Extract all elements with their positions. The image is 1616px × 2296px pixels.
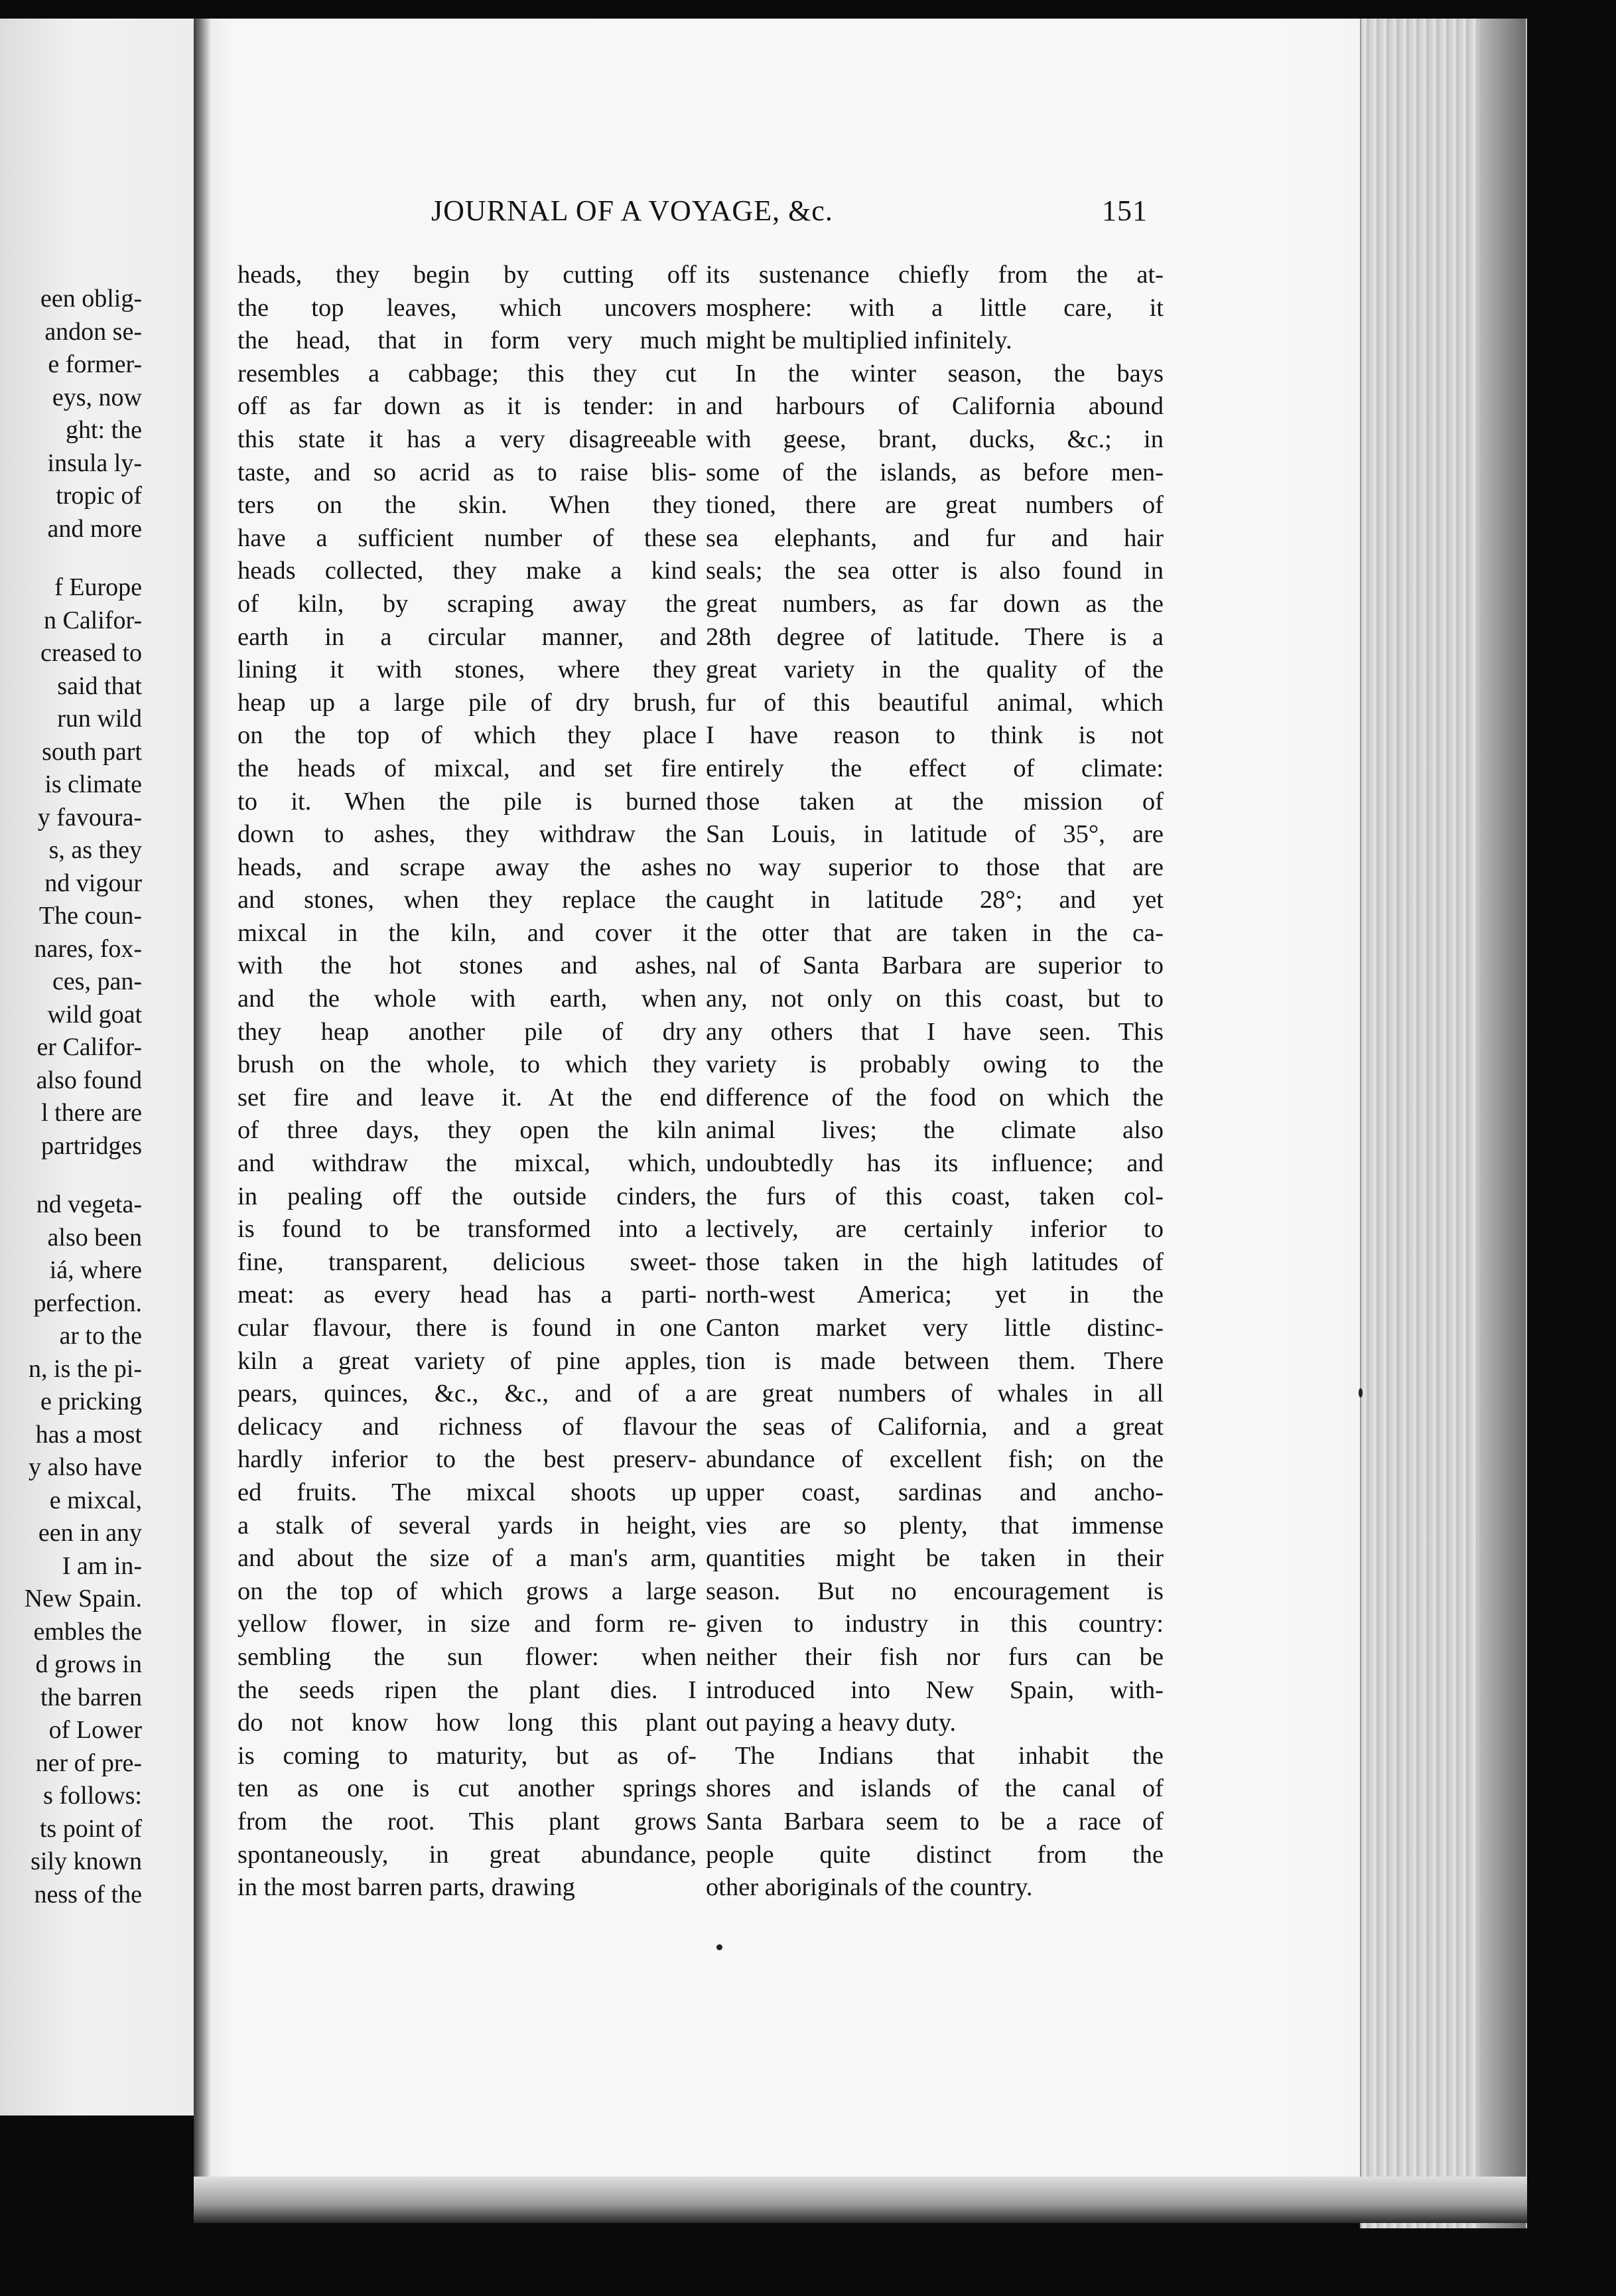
text-line: and harbours of California abound [706, 392, 1164, 421]
text-line: e mixcal, [49, 1486, 142, 1514]
text-line: sea elephants, and fur and hair [706, 524, 1164, 552]
text-line: andon se- [44, 317, 142, 346]
text-line: e pricking [40, 1388, 142, 1415]
text-line: and about the size of a man's arm, [237, 1544, 697, 1573]
text-line: south part [42, 737, 142, 766]
text-line: and more [47, 514, 142, 543]
text-line: from the root. This plant grows [237, 1807, 697, 1835]
text-line: abundance of excellent fish; on the [706, 1445, 1164, 1474]
text-line: nal of Santa Barbara are superior to [706, 952, 1164, 980]
text-line: and withdraw the mixcal, which, [237, 1149, 697, 1178]
text-line: of three days, they open the kiln [237, 1116, 697, 1145]
text-line: of kiln, by scraping away the [237, 589, 697, 618]
ink-speck [1359, 1388, 1363, 1398]
text-line: introduced into New Spain, with- [706, 1676, 1164, 1704]
left-page-text [0, 283, 142, 1911]
text-line: the seeds ripen the plant dies. I [237, 1676, 697, 1704]
text-line: great variety in the quality of the [706, 656, 1164, 684]
text-line: eys, now [52, 383, 142, 411]
text-line: e former- [48, 350, 142, 378]
text-line: I have reason to think is not [706, 721, 1164, 750]
text-line: variety is probably owing to the [706, 1050, 1164, 1079]
text-line: a stalk of several yards in height, [237, 1511, 697, 1540]
text-line: north-west America; yet in the [706, 1281, 1164, 1309]
text-line: of Lower [48, 1716, 142, 1744]
text-line: ts point of [39, 1814, 142, 1843]
text-line: with the hot stones and ashes, [237, 952, 697, 980]
text-line: the top leaves, which uncovers [237, 293, 697, 322]
text-line: taste, and so acrid as to raise blis- [237, 458, 697, 486]
text-line: nd vegeta- [36, 1190, 142, 1218]
text-line: cular flavour, there is found in one [237, 1314, 697, 1342]
text-line: iá, where [49, 1256, 142, 1284]
text-line: people quite distinct from the [706, 1840, 1164, 1869]
text-line: tion is made between them. There [706, 1346, 1164, 1375]
text-line: they heap another pile of dry [237, 1017, 697, 1046]
text-line: those taken in the high latitudes of [706, 1248, 1164, 1276]
text-line: said that [57, 672, 142, 700]
text-line: any others that I have seen. This [706, 1017, 1164, 1046]
text-line: its sustenance chiefly from the at- [706, 261, 1164, 289]
text-line: s follows: [43, 1782, 142, 1810]
text-line: s, as they [48, 836, 142, 864]
text-line: embles the [33, 1617, 142, 1646]
text-line: difference of the food on which the [706, 1083, 1164, 1112]
text-line: set fire and leave it. At the end [237, 1083, 697, 1112]
text-line: is coming to maturity, but as of- [237, 1741, 697, 1770]
text-line: the furs of this coast, taken col- [706, 1182, 1164, 1210]
text-line: pears, quinces, &c., &c., and of a [237, 1380, 697, 1408]
text-line: mixcal in the kiln, and cover it [237, 918, 697, 947]
text-line: San Louis, in latitude of 35°, are [706, 820, 1164, 849]
text-line: delicacy and richness of flavour [237, 1412, 697, 1441]
text-line: Canton market very little distinc- [706, 1314, 1164, 1342]
text-line: caught in latitude 28°; and yet [706, 886, 1164, 914]
text-line: y favoura- [37, 803, 142, 831]
text-line: 28th degree of latitude. There is a [706, 622, 1164, 651]
text-line: down to ashes, they withdraw the [237, 820, 697, 849]
text-line: d grows in [35, 1650, 142, 1678]
running-head-title: JOURNAL OF A VOYAGE, &c. [431, 194, 833, 227]
text-line: might be multiplied infinitely. [706, 326, 1012, 355]
text-line: een in any [38, 1519, 142, 1547]
text-line: lining it with stones, where they [237, 656, 697, 684]
text-line: meat: as every head has a parti- [237, 1281, 697, 1309]
text-line: seals; the sea otter is also found in [706, 557, 1164, 585]
text-line: wild goat [47, 1000, 142, 1029]
text-line: ed fruits. The mixcal shoots up [237, 1478, 697, 1506]
text-line: ness of the [34, 1880, 142, 1908]
text-line: heads collected, they make a kind [237, 557, 697, 585]
text-line: heap up a large pile of dry brush, [237, 688, 697, 717]
text-line: ght: the [65, 416, 142, 444]
text-line: the heads of mixcal, and set fire [237, 754, 697, 782]
text-line: given to industry in this country: [706, 1610, 1164, 1638]
text-line: fur of this beautiful animal, which [706, 688, 1164, 717]
bottom-edge [194, 2177, 1527, 2223]
text-line: are great numbers of whales in all [706, 1380, 1164, 1408]
text-line: heads, and scrape away the ashes [237, 853, 697, 881]
text-line: spontaneously, in great abundance, [237, 1840, 697, 1869]
text-column-right [706, 259, 1164, 1904]
text-line: partridges [41, 1131, 142, 1160]
text-line: hardly inferior to the best preserv- [237, 1445, 697, 1474]
text-line: nares, fox- [34, 934, 142, 963]
text-line: undoubtedly has its influence; and [706, 1149, 1164, 1178]
text-line: lectively, are certainly inferior to [706, 1215, 1164, 1244]
text-line: has a most [35, 1420, 142, 1449]
text-line: off as far down as it is tender: in [237, 392, 697, 421]
ink-speck [716, 1944, 722, 1950]
text-line: vies are so plenty, that immense [706, 1511, 1164, 1540]
text-line: have a sufficient number of these [237, 524, 697, 552]
text-line: some of the islands, as before men- [706, 458, 1164, 486]
text-column-left [237, 259, 697, 1904]
text-line: The coun- [38, 902, 142, 930]
text-line: the head, that in form very much [237, 326, 697, 355]
text-line: on the top of which grows a large [237, 1577, 697, 1605]
text-line: on the top of which they place [237, 721, 697, 750]
text-line: tioned, there are great numbers of [706, 491, 1164, 520]
text-line: perfection. [33, 1289, 142, 1317]
text-line: brush on the whole, to which they [237, 1050, 697, 1079]
text-line: no way superior to those that are [706, 853, 1164, 881]
text-line: ner of pre- [35, 1749, 142, 1777]
gutter-shadow [194, 19, 211, 2195]
text-line [0, 1163, 142, 1188]
text-line: quantities might be taken in their [706, 1544, 1164, 1573]
text-line [0, 545, 142, 571]
text-line: the seas of California, and a great [706, 1412, 1164, 1441]
text-line: New Spain. [24, 1585, 142, 1613]
text-line: animal lives; the climate also [706, 1116, 1164, 1145]
text-line: resembles a cabbage; this they cut [237, 359, 697, 388]
text-line: any, not only on this coast, but to [706, 985, 1164, 1013]
text-line: kiln a great variety of pine apples, [237, 1346, 697, 1375]
text-line: the otter that are taken in the ca- [706, 918, 1164, 947]
text-line: this state it has a very disagreeable [237, 425, 697, 453]
text-line: is found to be transformed into a [237, 1215, 697, 1244]
text-line: fine, transparent, delicious sweet- [237, 1248, 697, 1276]
text-line: entirely the effect of climate: [706, 754, 1164, 782]
text-line: mosphere: with a little care, it [706, 293, 1164, 322]
text-line: is climate [44, 770, 142, 798]
text-line: and stones, when they replace the [237, 886, 697, 914]
text-line: neither their fish nor furs can be [706, 1642, 1164, 1671]
text-line: sembling the sun flower: when [237, 1642, 697, 1671]
page-number: 151 [1102, 194, 1148, 227]
text-line: those taken at the mission of [706, 787, 1164, 816]
text-line: with geese, brant, ducks, &c.; in [706, 425, 1164, 453]
text-line: een oblig- [40, 285, 142, 313]
left-facing-page [0, 19, 194, 2116]
page-edge-shadow [1479, 19, 1526, 2228]
text-line: f Europe [54, 573, 142, 601]
text-line: y also have [29, 1453, 142, 1481]
text-line: ten as one is cut another springs [237, 1774, 697, 1803]
text-line: to it. When the pile is burned [237, 787, 697, 816]
text-line: run wild [57, 705, 142, 733]
text-line: Santa Barbara seem to be a race of [706, 1807, 1164, 1835]
running-head [431, 194, 1148, 240]
text-line: The Indians that inhabit the [735, 1741, 1164, 1770]
text-line: ar to the [59, 1322, 142, 1350]
text-line: heads, they begin by cutting off [237, 261, 697, 289]
text-line: the barren [40, 1683, 142, 1711]
text-line: insula ly- [47, 449, 142, 477]
text-line: do not know how long this plant [237, 1709, 697, 1737]
text-line: earth in a circular manner, and [237, 622, 697, 651]
text-line: other aboriginals of the country. [706, 1873, 1033, 1902]
text-line: upper coast, sardinas and ancho- [706, 1478, 1164, 1506]
text-line: n, is the pi- [29, 1354, 142, 1383]
text-line: n Califor- [43, 606, 142, 634]
text-line: shores and islands of the canal of [706, 1774, 1164, 1803]
text-line: nd vigour [44, 869, 142, 897]
text-line: also found [36, 1066, 142, 1094]
text-line: ces, pan- [52, 968, 142, 995]
text-line: yellow flower, in size and form re- [237, 1610, 697, 1638]
text-line: ters on the skin. When they [237, 491, 697, 520]
text-line: and the whole with earth, when [237, 985, 697, 1013]
text-line: also been [47, 1223, 142, 1252]
text-line: in the most barren parts, drawing [237, 1873, 575, 1902]
text-line: creased to [40, 639, 142, 667]
text-line: out paying a heavy duty. [706, 1709, 957, 1737]
text-line: l there are [41, 1099, 142, 1127]
text-line: er Califor- [36, 1033, 142, 1061]
text-line: sily known [31, 1847, 142, 1875]
text-line: season. But no encouragement is [706, 1577, 1164, 1605]
text-line: I am in- [62, 1551, 142, 1580]
text-line: great numbers, as far down as the [706, 589, 1164, 618]
text-line: tropic of [56, 482, 142, 510]
text-line: in pealing off the outside cinders, [237, 1182, 697, 1210]
text-line: In the winter season, the bays [735, 359, 1164, 388]
